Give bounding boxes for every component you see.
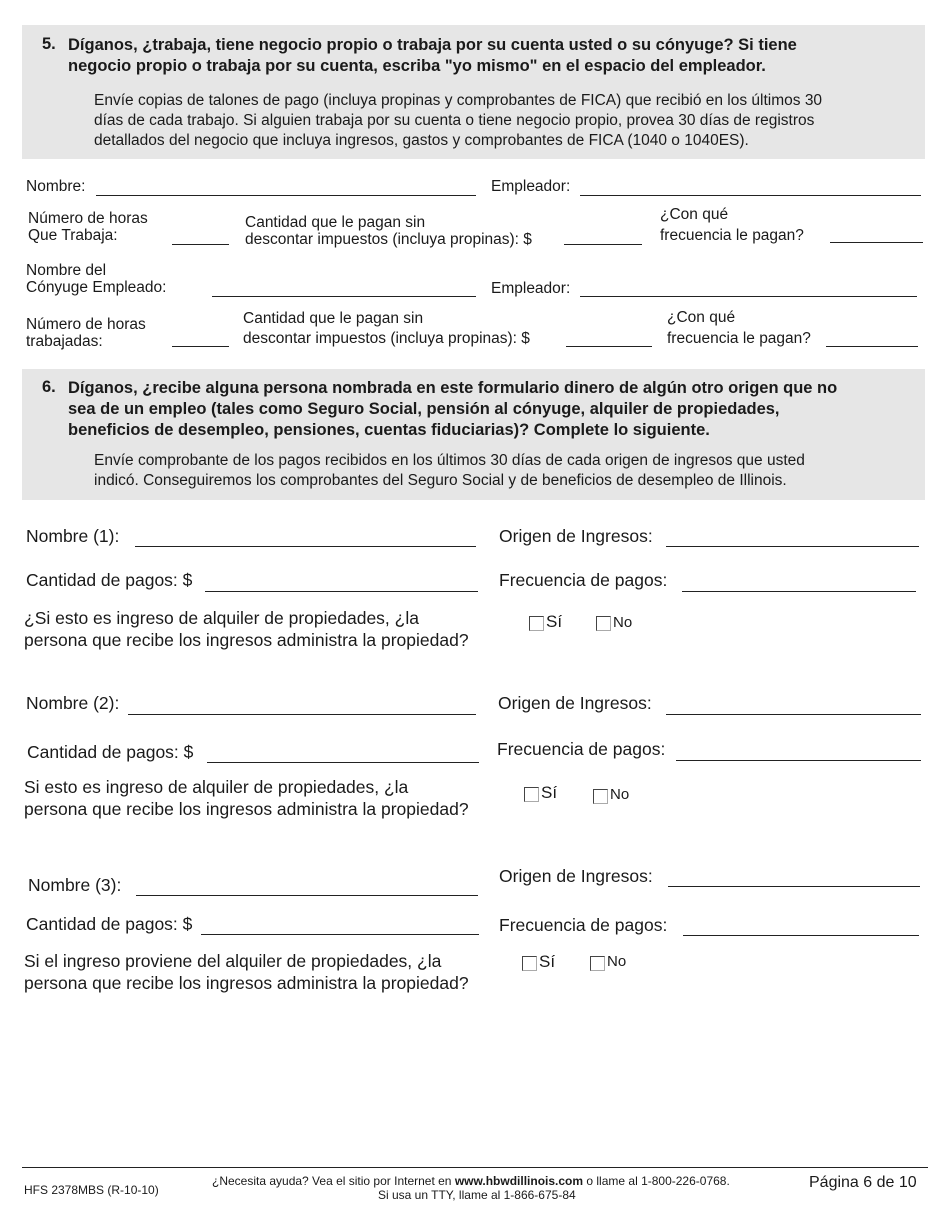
entry2-no-label: No [610,786,630,803]
entry1-question: ¿Si esto es ingreso de alquiler de propiedades, ¿la persona que recibe los ingresos administra la propiedad? [24,608,469,650]
entry1-si-label: Sí [546,612,563,631]
entry3-origen-label: Origen de Ingresos: [499,866,653,886]
entry3-nombre-label: Nombre (3): [28,875,122,895]
frecuencia-label: ¿Con qué frecuencia le pagan? [660,206,804,244]
entry2-origen-field[interactable] [666,714,921,715]
horas-field[interactable] [172,244,229,245]
entry1-frecuencia-field[interactable] [682,591,916,592]
entry3-question: Si el ingreso proviene del alquiler de propiedades, ¿la persona que recibe los ingresos administra la propiedad? [24,951,469,993]
frecuencia2-label: ¿Con qué frecuencia le pagan? [667,309,811,347]
entry3-si-checkbox[interactable] [522,956,537,971]
entry3-origen-field[interactable] [668,886,920,887]
entry2-si-checkbox[interactable] [524,787,539,802]
entry3-frecuencia-field[interactable] [683,935,919,936]
horas2-label: Número de horas trabajadas: [26,316,146,350]
empleador2-label: Empleador: [491,280,571,297]
empleador2-field[interactable] [580,296,917,297]
conyuge-label: Nombre del Cónyuge Empleado: [26,262,167,296]
entry2-origen-label: Origen de Ingresos: [498,693,652,713]
entry1-nombre-label: Nombre (1): [26,526,120,546]
cantidad2-field[interactable] [566,346,652,347]
entry1-frecuencia-label: Frecuencia de pagos: [499,570,668,590]
entry1-cantidad-label: Cantidad de pagos: $ [26,570,193,590]
section-5-heading: Díganos, ¿trabaja, tiene negocio propio o trabaja por su cuenta usted o su cónyuge? Si tiene negocio propio o trabaja por su cuenta, escriba "yo mismo" en el espacio del empleador. [68,36,797,75]
entry1-si-checkbox[interactable] [529,616,544,631]
entry2-question: Si esto es ingreso de alquiler de propiedades, ¿la persona que recibe los ingresos administra la propiedad? [24,777,469,819]
section-5-instructions: Envíe copias de talones de pago (incluya propinas y comprobantes de FICA) que recibió en los últimos 30 días de cada trabajo. Si alguien trabaja por su cuenta o tiene negocio propio, provea 30 días de registros detallados del negocio que incluya ingresos, gastos y comprobantes de FICA (1040 o 1040ES). [94,92,823,149]
section-6-instructions: Envíe comprobante de los pagos recibidos en los últimos 30 días de cada origen de ingresos que usted indicó. Conseguiremos los comprobantes del Seguro Social y de beneficios de desempleo de Illinois. [94,452,805,489]
cantidad2-label: Cantidad que le pagan sin descontar impuestos (incluya propinas): $ [243,310,530,347]
section-6-heading: Díganos, ¿recibe alguna persona nombrada en este formulario dinero de algún otro origen que no sea de un empleo (tales como Seguro Social, pensión al cónyuge, alquiler de propiedades, beneficios de desempleo, pensiones, cuentas fiduciarias)? Complete lo siguiente. [68,379,838,439]
entry2-nombre-label: Nombre (2): [26,693,120,713]
section-6-number: 6. [42,378,56,396]
entry1-no-label: No [613,614,633,631]
form-id: HFS 2378MBS (R-10-10) [24,1183,159,1197]
entry3-si-label: Sí [539,952,556,971]
entry2-si-label: Sí [541,783,558,802]
entry1-origen-field[interactable] [666,546,919,547]
entry1-nombre-field[interactable] [135,546,476,547]
conyuge-field[interactable] [212,296,476,297]
cantidad-label: Cantidad que le pagan sin descontar impuestos (incluya propinas): $ [245,214,532,248]
help-text: ¿Necesita ayuda? Vea el sitio por Internet en www.hbwdillinois.com o llame al 1-800-226-0768. [212,1174,730,1188]
entry3-no-label: No [607,953,627,970]
entry2-cantidad-label: Cantidad de pagos: $ [27,742,194,762]
empleador-label: Empleador: [491,178,571,195]
entry1-origen-label: Origen de Ingresos: [499,526,653,546]
entry2-no-checkbox[interactable] [593,789,608,804]
cantidad-field[interactable] [564,244,642,245]
entry2-frecuencia-label: Frecuencia de pagos: [497,739,666,759]
entry1-cantidad-field[interactable] [205,591,478,592]
entry3-cantidad-field[interactable] [201,934,479,935]
frecuencia-field[interactable] [830,242,923,243]
empleador-field[interactable] [580,195,921,196]
entry2-frecuencia-field[interactable] [676,760,921,761]
footer-rule [22,1167,928,1168]
entry3-no-checkbox[interactable] [590,956,605,971]
help-link[interactable]: www.hbwdillinois.com [454,1174,584,1188]
entry2-nombre-field[interactable] [128,714,476,715]
entry2-cantidad-field[interactable] [207,762,479,763]
frecuencia2-field[interactable] [826,346,918,347]
entry1-no-checkbox[interactable] [596,616,611,631]
nombre-field[interactable] [96,195,476,196]
entry3-cantidad-label: Cantidad de pagos: $ [26,914,193,934]
tty-text: Si usa un TTY, llame al 1-866-675-84 [378,1188,576,1202]
entry3-nombre-field[interactable] [136,895,478,896]
section-5-number: 5. [42,35,56,53]
horas-label: Número de horas Que Trabaja: [28,210,148,244]
horas2-field[interactable] [172,346,229,347]
entry3-frecuencia-label: Frecuencia de pagos: [499,915,668,935]
page-number: Página 6 de 10 [809,1174,917,1191]
nombre-label: Nombre: [26,178,86,195]
